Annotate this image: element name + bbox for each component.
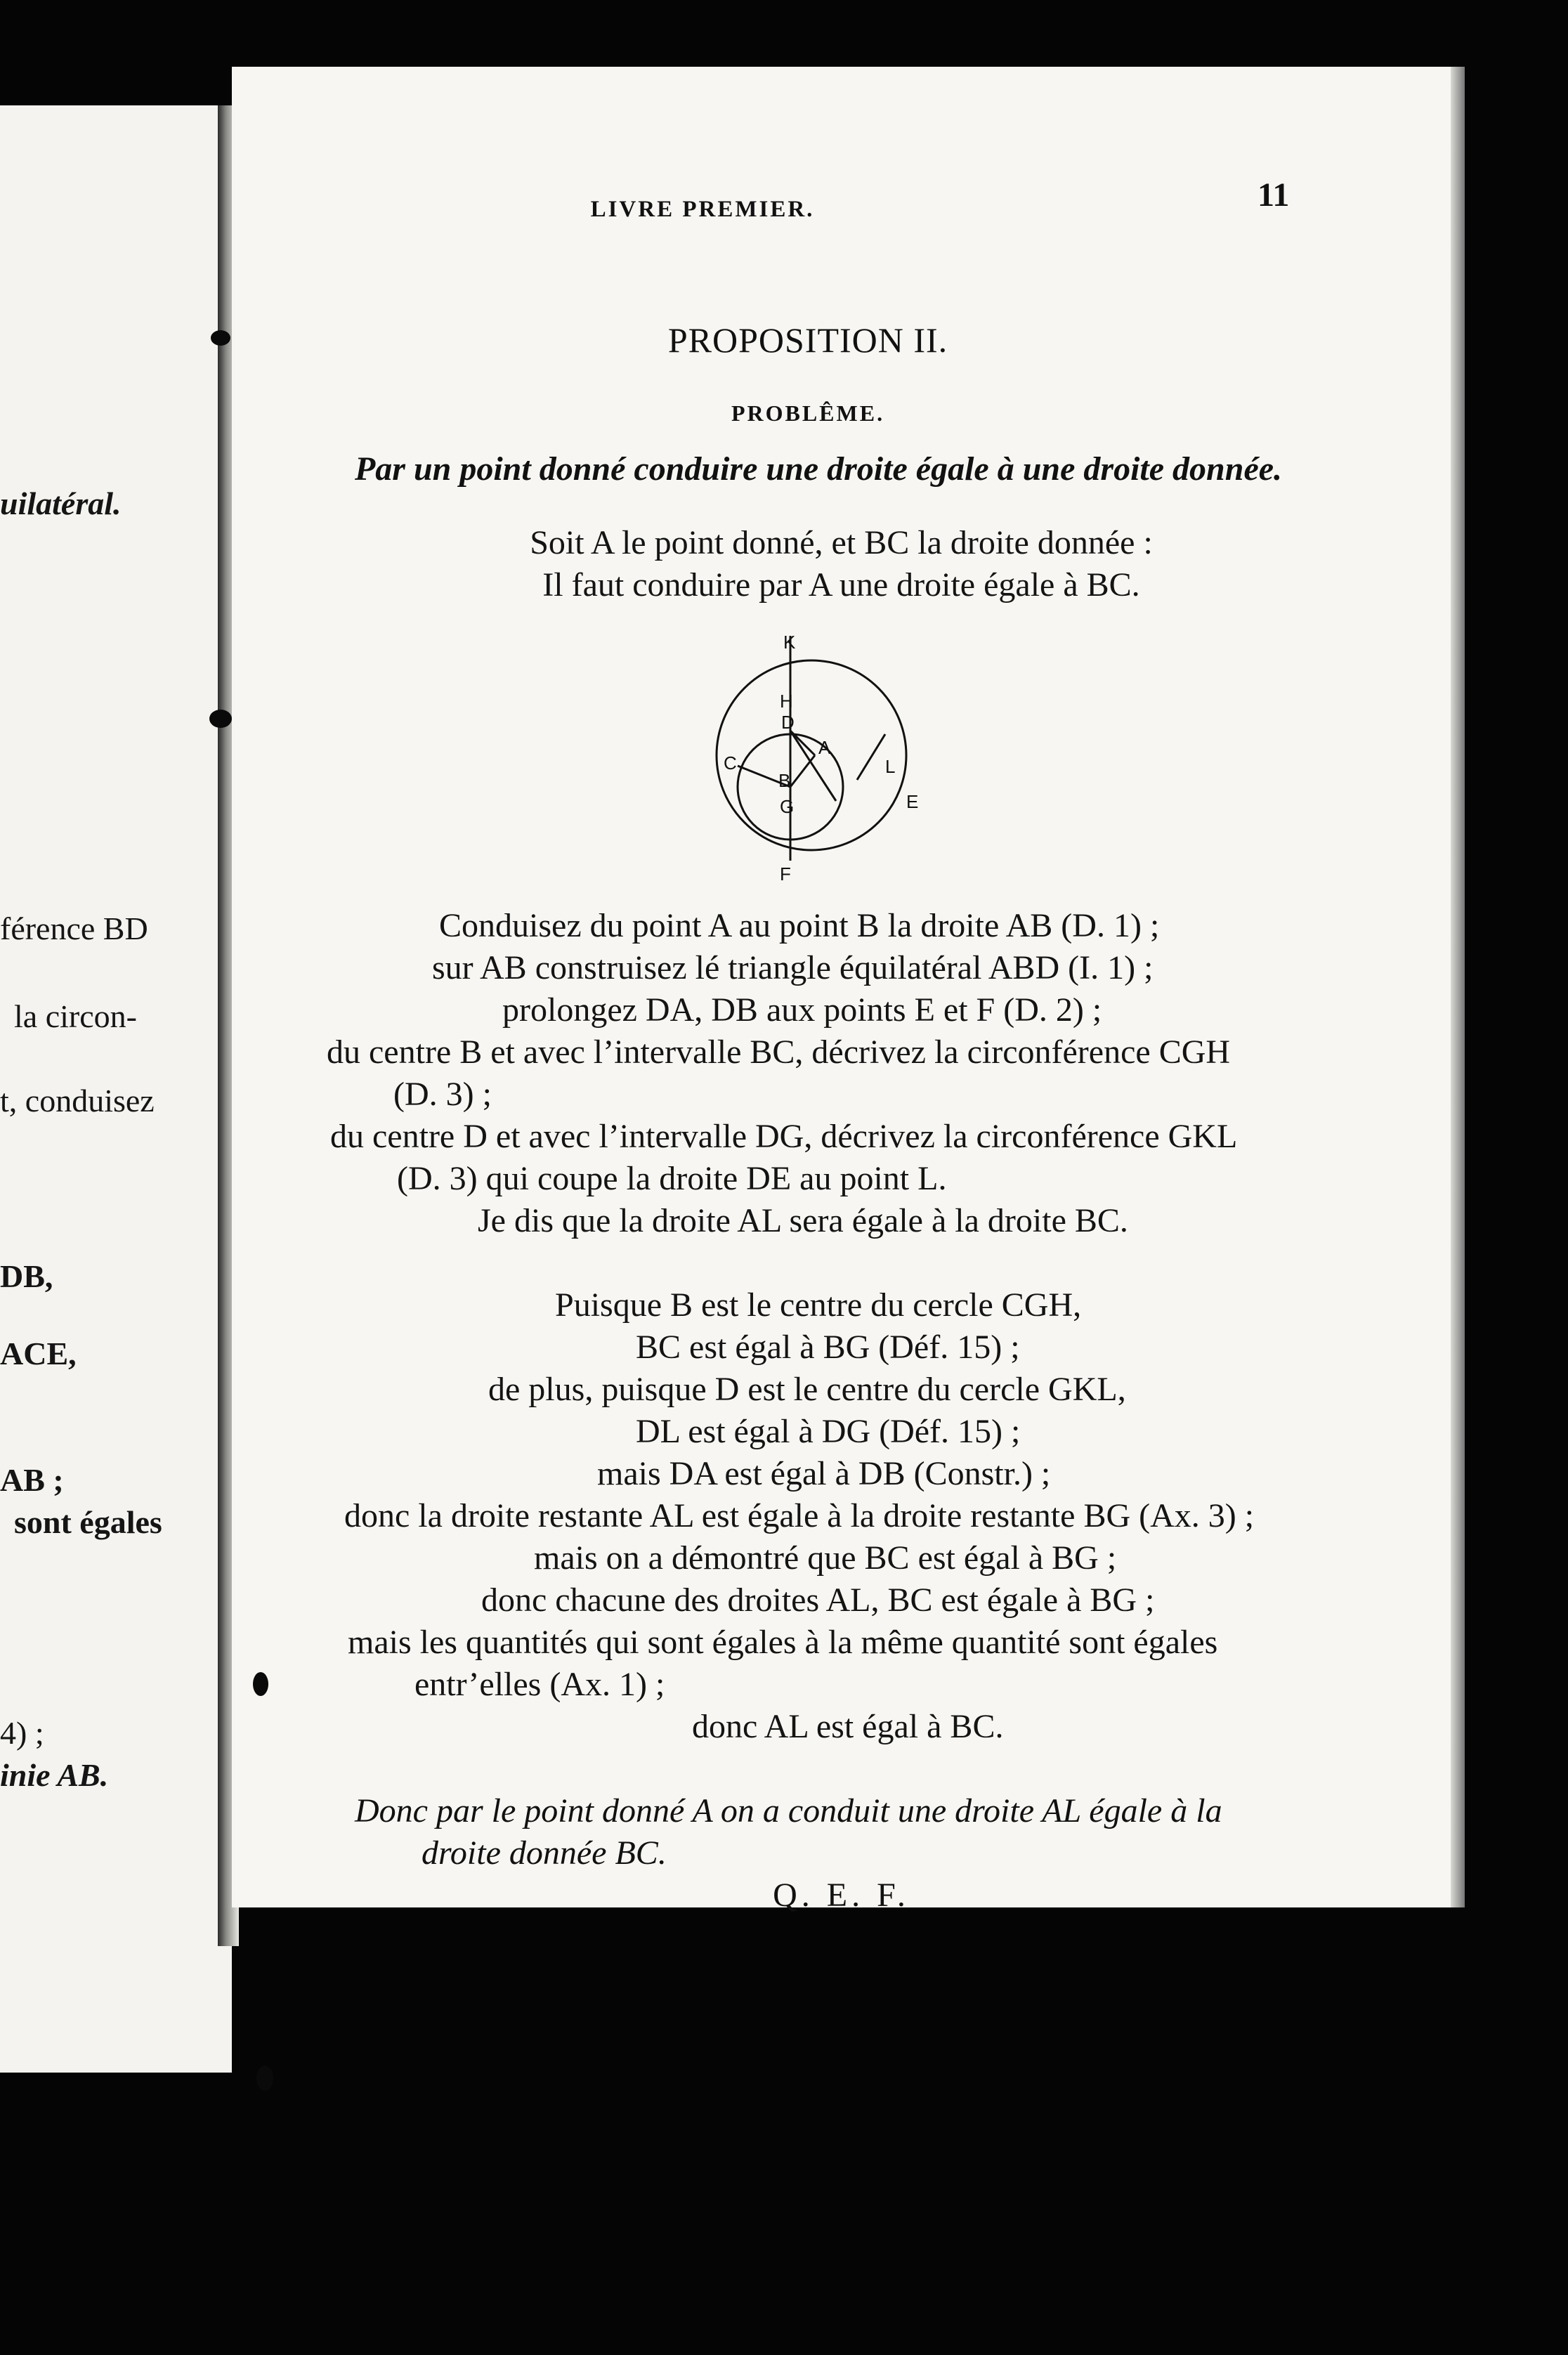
figure-label: H <box>780 691 793 712</box>
figure-label: G <box>780 796 795 817</box>
demonstration-line: entr’elles (Ax. 1) ; <box>414 1666 665 1703</box>
left-page-line: DB, <box>0 1258 53 1294</box>
figure-label: F <box>780 863 791 885</box>
conclusion-line: droite donnée BC. <box>422 1834 667 1872</box>
left-page-line: la circon- <box>14 998 137 1034</box>
construction-line: prolongez DA, DB aux points E et F (D. 2) ; <box>502 991 1102 1029</box>
figure-label: A <box>818 737 831 758</box>
demonstration-line: DL est égal à DG (Déf. 15) ; <box>636 1413 1021 1450</box>
demonstration-line: mais DA est égal à DB (Constr.) ; <box>597 1455 1051 1492</box>
scan-speck <box>253 1672 268 1696</box>
demonstration-line: donc la droite restante AL est égale à la droite restante BG (Ax. 3) ; <box>344 1497 1255 1534</box>
left-page <box>0 105 232 2073</box>
construction-line: du centre B et avec l’intervalle BC, décrivez la circonférence CGH <box>327 1033 1231 1071</box>
construction-line: Je dis que la droite AL sera égale à la droite BC. <box>478 1202 1128 1239</box>
demonstration-line: donc AL est égal à BC. <box>692 1708 1004 1745</box>
demonstration-line: Puisque B est le centre du cercle CGH, <box>555 1286 1082 1324</box>
running-head: LIVRE PREMIER. <box>590 197 815 222</box>
circle-gkl <box>717 660 906 850</box>
left-page-line: AB ; <box>0 1462 64 1498</box>
figure-label: E <box>906 791 919 812</box>
figure-label: C <box>724 752 737 774</box>
line-ab <box>790 755 815 787</box>
left-page-line: 4) ; <box>0 1715 44 1751</box>
conclusion-line: Donc par le point donné A on a conduit une droite AL égale à la <box>355 1792 1222 1829</box>
scan-speck <box>209 710 232 728</box>
left-page-line: t, conduisez <box>0 1083 155 1118</box>
proposition-enunciation: Par un point donné conduire une droite égale à une droite donnée. <box>354 450 1283 488</box>
demonstration-line: donc chacune des droites AL, BC est égale à BG ; <box>481 1581 1155 1619</box>
figure-label: B <box>778 770 791 791</box>
construction-line: Conduisez du point A au point B la droite AB (D. 1) ; <box>439 907 1160 944</box>
proposition-kind: PROBLÊME. <box>731 400 885 426</box>
qef: Q. E. F. <box>773 1877 910 1914</box>
geometry-figure <box>674 629 969 896</box>
construction-line: (D. 3) ; <box>393 1076 492 1113</box>
figure-label: K <box>783 632 796 653</box>
figure-label: L <box>885 756 896 777</box>
demonstration-line: mais les quantités qui sont égales à la même quantité sont égales <box>348 1624 1218 1661</box>
demonstration-line: BC est égal à BG (Déf. 15) ; <box>636 1329 1020 1366</box>
construction-line: sur AB construisez lé triangle équilatéral ABD (I. 1) ; <box>432 949 1154 986</box>
line-l <box>857 734 885 780</box>
figure-label: D <box>781 712 795 733</box>
scan-speck <box>211 330 230 346</box>
left-page-line: sont égales <box>14 1504 162 1540</box>
scan-speck <box>256 2066 273 2091</box>
construction-line: du centre D et avec l’intervalle DG, décrivez la circonférence GKL <box>330 1118 1238 1155</box>
left-page-line: inie AB. <box>0 1757 109 1793</box>
setup-line: Il faut conduire par A une droite égale à BC. <box>542 566 1140 604</box>
left-page-line: férence BD <box>0 911 148 946</box>
left-page-line: ACE, <box>0 1336 77 1371</box>
page-number: 11 <box>1257 176 1290 214</box>
construction-line: (D. 3) qui coupe la droite DE au point L. <box>397 1160 947 1197</box>
demonstration-line: mais on a démontré que BC est égal à BG ; <box>534 1539 1117 1577</box>
demonstration-line: de plus, puisque D est le centre du cercle GKL, <box>488 1371 1126 1408</box>
left-page-line: uilatéral. <box>0 485 122 521</box>
line-da <box>790 731 815 755</box>
proposition-title: PROPOSITION II. <box>667 320 948 360</box>
setup-line: Soit A le point donné, et BC la droite donnée : <box>530 524 1153 561</box>
page-edge <box>1451 67 1465 1907</box>
